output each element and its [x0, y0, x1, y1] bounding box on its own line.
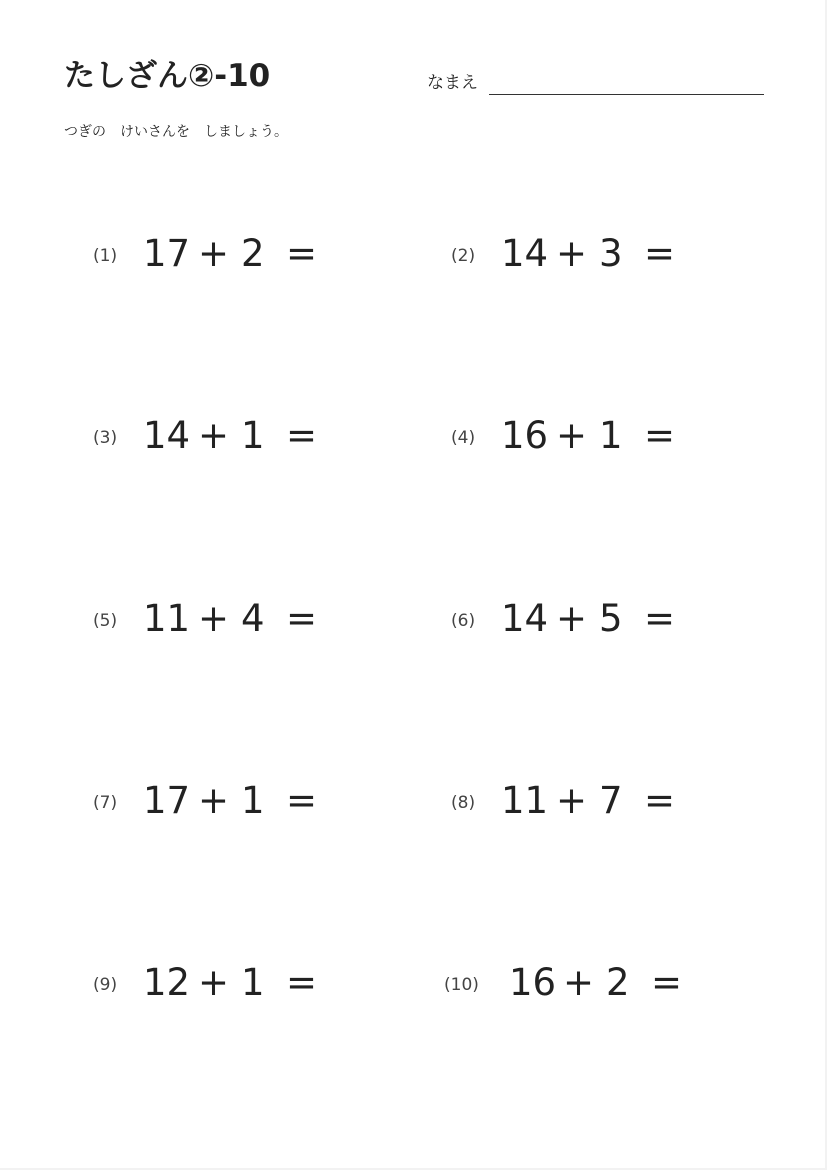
- equals-sign: =: [644, 414, 676, 457]
- plus-sign: +: [556, 597, 588, 640]
- equals-sign: =: [644, 232, 676, 275]
- equals-sign: =: [644, 779, 676, 822]
- plus-sign: +: [556, 414, 588, 457]
- problem-number: (5): [93, 611, 118, 631]
- addend-a: 14: [501, 597, 549, 640]
- plus-sign: +: [198, 414, 230, 457]
- equals-sign: =: [651, 961, 683, 1004]
- problem-number: (8): [451, 793, 476, 813]
- problem-number: (7): [93, 793, 118, 813]
- name-field: [427, 66, 764, 96]
- problem-number: (3): [93, 428, 118, 448]
- plus-sign: +: [198, 232, 230, 275]
- problem-number: (2): [451, 246, 476, 266]
- problem-6: [451, 597, 681, 647]
- plus-sign: +: [198, 961, 230, 1004]
- addend-a: 17: [143, 779, 191, 822]
- problem-number: (10): [444, 975, 479, 995]
- problem-number: (9): [93, 975, 118, 995]
- plus-sign: +: [556, 232, 588, 275]
- instruction-text: つぎの けいさんを しましょう。: [64, 124, 288, 140]
- problem-number: (4): [451, 428, 476, 448]
- addend-a: 11: [143, 597, 191, 640]
- equals-sign: =: [286, 779, 318, 822]
- addend-a: 14: [143, 414, 191, 457]
- problem-2: [451, 232, 681, 282]
- addend-a: 11: [501, 779, 549, 822]
- addend-b: 3: [599, 232, 623, 275]
- equals-sign: =: [286, 232, 318, 275]
- addend-b: 1: [599, 414, 623, 457]
- name-write-line[interactable]: [489, 94, 764, 95]
- problem-number: (6): [451, 611, 476, 631]
- problem-number: (1): [93, 246, 118, 266]
- plus-sign: +: [198, 597, 230, 640]
- problem-9: [93, 961, 323, 1011]
- plus-sign: +: [563, 961, 595, 1004]
- addend-a: 16: [501, 414, 549, 457]
- problem-10: [444, 961, 684, 1011]
- plus-sign: +: [556, 779, 588, 822]
- problem-8: [451, 779, 681, 829]
- problem-7: [93, 779, 323, 829]
- problem-1: [93, 232, 323, 282]
- addend-b: 1: [241, 779, 265, 822]
- addend-a: 12: [143, 961, 191, 1004]
- equals-sign: =: [286, 414, 318, 457]
- equals-sign: =: [286, 597, 318, 640]
- addend-b: 2: [241, 232, 265, 275]
- problem-4: [451, 414, 681, 464]
- worksheet-title: たしざん②-10: [64, 58, 271, 94]
- addend-a: 14: [501, 232, 549, 275]
- addend-b: 1: [241, 961, 265, 1004]
- addend-a: 16: [509, 961, 557, 1004]
- addend-b: 4: [241, 597, 265, 640]
- addend-b: 7: [599, 779, 623, 822]
- name-label: なまえ: [427, 73, 478, 93]
- addend-b: 2: [606, 961, 630, 1004]
- problem-5: [93, 597, 323, 647]
- equals-sign: =: [286, 961, 318, 1004]
- addend-a: 17: [143, 232, 191, 275]
- plus-sign: +: [198, 779, 230, 822]
- addend-b: 1: [241, 414, 265, 457]
- problem-3: [93, 414, 323, 464]
- equals-sign: =: [644, 597, 676, 640]
- addend-b: 5: [599, 597, 623, 640]
